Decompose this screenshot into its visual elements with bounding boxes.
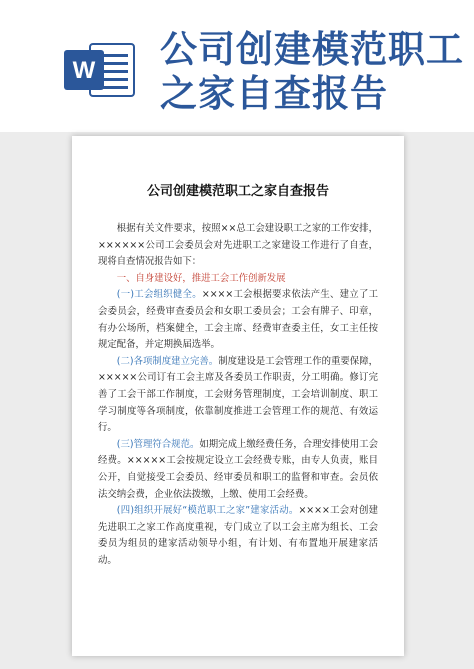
document-page (72, 136, 404, 656)
logo-letter: W (72, 57, 96, 84)
banner-title (160, 28, 464, 116)
item-body-4: ××××工会对创建先进职工之家工作高度重视，专门成立了以工会主席为组长、工会委员为组员的建家活动领导小组，有计划、有布置地开展建家活动。 (98, 505, 378, 566)
item-paragraph-4 (98, 503, 378, 569)
intro-paragraph: 根据有关文件要求，按照××总工会建设职工之家的工作安排，××××××公司工会委员会对先进职工之家建设工作进行了自查，现将自查情况报告如下： (98, 223, 378, 268)
word-document-icon (64, 40, 136, 100)
document-title: 公司创建模范职工之家自查报告 (146, 184, 329, 199)
banner (0, 0, 474, 132)
item-paragraph-2 (98, 354, 378, 437)
item-lead-1: (一)工会组织健全。 (116, 289, 202, 301)
banner-title-line-1: 公司创建模范职工 (160, 28, 464, 71)
item-lead-3: (三)管理符合规范。 (116, 438, 200, 450)
section-heading: 一、自身建设好，推进工会工作创新发展 (116, 272, 286, 284)
banner-title-line-2: 之家自查报告 (160, 72, 388, 115)
item-body-2: 制度建设是工会管理工作的重要保障，×××××公司订有工会主席及各委员工作职责，分工明确。修订完善了工会干部工作制度，工会财务管理制度，工会培训制度、职工学习制度等各项制度，依靠制度推进工会管理工作的规范、有效运行。 (98, 355, 378, 434)
item-paragraph-3 (98, 437, 378, 503)
item-body-3: 如期完成上缴经费任务，合理安排使用工会经费。×××××工会按规定设立工会经费专账，由专人负责，账目公开，自觉接受工会委员、经审委员和职工的监督和审查。会员依法交纳会费，企业依法拨缴，上缴、使用工会经费。 (98, 438, 378, 500)
item-lead-4: (四)组织开展好“模范职工之家”建家活动。 (116, 505, 299, 517)
item-lead-2: (二)各项制度建立完善。 (116, 355, 219, 367)
item-body-1: ××××工会根据要求依法产生、建立了工会委员会，经费审查委员会和女职工委员会；工会有牌子、印章，有办公场所，档案健全，工会主席、经费审查委主任，女工主任按规定配备，并定期换届选举。 (98, 289, 378, 351)
item-paragraph-1 (98, 287, 378, 353)
